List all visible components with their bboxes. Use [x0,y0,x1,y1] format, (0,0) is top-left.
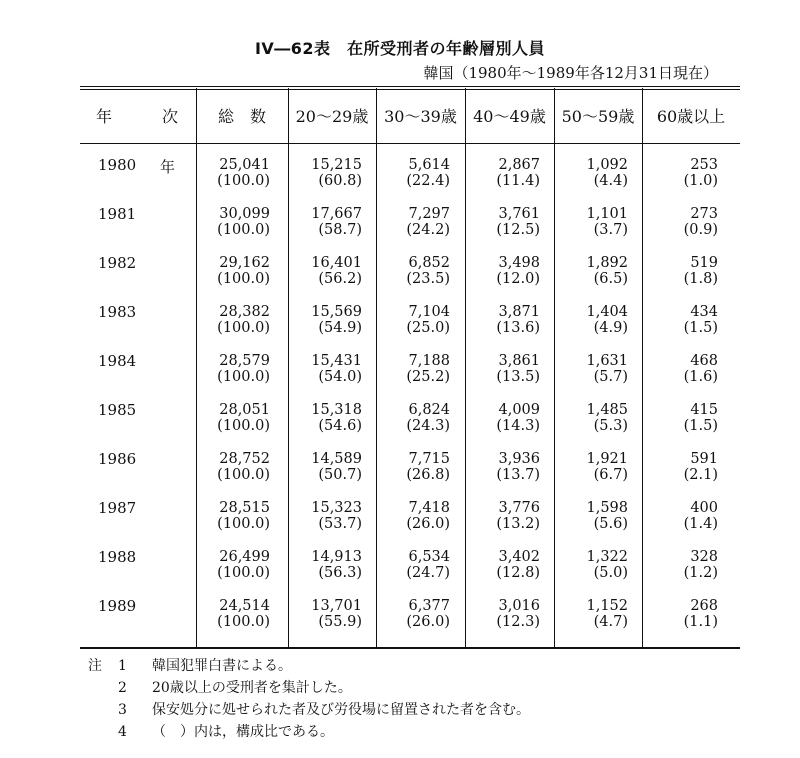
cell-total [180,451,270,483]
cell-percent: (56.2) [318,271,362,287]
cell-percent: (1.1) [683,614,718,630]
cell-count: 17,667 [311,206,362,222]
cell-age-20-29 [272,206,362,238]
cell-count: 253 [690,157,718,173]
cell-age-40-49 [450,598,540,630]
cell-count: 15,569 [311,304,362,320]
cell-count: 4,009 [498,402,540,418]
cell-count: 28,579 [219,353,270,369]
cell-count: 3,016 [498,598,540,614]
cell-percent: (4.9) [593,320,628,336]
cell-age-20-29 [272,549,362,581]
header-age-50-59: 50～59歳 [561,107,635,126]
cell-age-30-39 [360,402,450,434]
cell-percent: (1.5) [683,418,718,434]
cell-count: 29,162 [219,255,270,271]
cell-count: 3,936 [498,451,540,467]
header-rule [80,143,740,144]
cell-count: 7,418 [408,500,450,516]
cell-age-40-49 [450,500,540,532]
cell-percent: (12.5) [496,222,540,238]
cell-count: 1,598 [586,500,628,516]
bottom-rule [80,647,740,649]
cell-percent: (14.3) [496,418,540,434]
cell-age-30-39 [360,255,450,287]
cell-age-30-39 [360,206,450,238]
cell-count: 7,297 [408,206,450,222]
cell-count: 1,322 [586,549,628,565]
cell-percent: (53.7) [318,516,362,532]
note-number: 1 [118,658,127,674]
cell-age-20-29 [272,157,362,189]
cell-age-50-59 [538,206,628,238]
cell-percent: (1.5) [683,320,718,336]
cell-percent: (5.0) [593,565,628,581]
header-age-60-plus: 60歳以上 [656,107,726,126]
cell-age-40-49 [450,353,540,385]
cell-percent: (100.0) [217,369,270,385]
cell-percent: (1.2) [683,565,718,581]
cell-percent: (24.3) [406,418,450,434]
cell-count: 6,824 [408,402,450,418]
cell-age-40-49 [450,206,540,238]
cell-count: 1,152 [586,598,628,614]
cell-percent: (13.7) [496,467,540,483]
cell-percent: (100.0) [217,565,270,581]
cell-count: 26,499 [219,549,270,565]
cell-count: 15,318 [311,402,362,418]
cell-age-60-plus [628,304,718,336]
cell-percent: (100.0) [217,320,270,336]
cell-age-60-plus [628,206,718,238]
cell-percent: (56.3) [318,565,362,581]
cell-count: 6,852 [408,255,450,271]
cell-age-50-59 [538,598,628,630]
cell-percent: (1.8) [683,271,718,287]
cell-age-30-39 [360,598,450,630]
table-subtitle: 韓国（1980年～1989年各12月31日現在） [423,64,718,82]
row-year: 1981 [98,205,137,223]
cell-age-50-59 [538,549,628,581]
cell-count: 1,485 [586,402,628,418]
cell-total [180,500,270,532]
cell-count: 16,401 [311,255,362,271]
cell-age-30-39 [360,157,450,189]
cell-percent: (26.0) [406,614,450,630]
row-year: 1983 [98,303,137,321]
cell-count: 7,104 [408,304,450,320]
cell-total [180,255,270,287]
cell-count: 13,701 [311,598,362,614]
year-suffix: 年 [160,158,176,176]
cell-count: 1,921 [586,451,628,467]
cell-count: 519 [690,255,718,271]
cell-age-60-plus [628,255,718,287]
row-year: 1986 [98,450,137,468]
header-age-40-49: 40～49歳 [473,107,546,126]
cell-percent: (100.0) [217,418,270,434]
cell-count: 6,377 [408,598,450,614]
cell-percent: (26.8) [406,467,450,483]
note-item [88,655,530,677]
cell-age-40-49 [450,451,540,483]
cell-age-30-39 [360,304,450,336]
cell-count: 591 [690,451,718,467]
cell-age-30-39 [360,353,450,385]
note-text: （ ）内は，構成比である。 [152,724,334,740]
cell-percent: (13.2) [496,516,540,532]
cell-percent: (1.0) [683,173,718,189]
cell-count: 28,515 [219,500,270,516]
cell-percent: (1.6) [683,369,718,385]
cell-percent: (100.0) [217,516,270,532]
cell-count: 14,913 [311,549,362,565]
cell-percent: (23.5) [406,271,450,287]
header-total: 総 数 [217,107,266,126]
cell-percent: (5.3) [593,418,628,434]
note-number: 2 [118,680,127,696]
cell-percent: (24.2) [406,222,450,238]
cell-percent: (54.6) [318,418,362,434]
cell-count: 15,431 [311,353,362,369]
cell-age-40-49 [450,157,540,189]
cell-percent: (24.7) [406,565,450,581]
cell-count: 268 [690,598,718,614]
cell-percent: (100.0) [217,173,270,189]
cell-total [180,549,270,581]
cell-percent: (0.9) [683,222,718,238]
cell-percent: (50.7) [318,467,362,483]
cell-age-50-59 [538,157,628,189]
cell-count: 3,761 [498,206,540,222]
cell-percent: (1.4) [683,516,718,532]
row-year: 1984 [98,352,137,370]
cell-percent: (12.8) [496,565,540,581]
cell-percent: (55.9) [318,614,362,630]
note-item [88,677,530,699]
cell-percent: (26.0) [406,516,450,532]
cell-count: 468 [690,353,718,369]
row-year: 1988 [98,548,137,566]
note-text: 20歳以上の受刑者を集計した。 [152,680,352,696]
note-number: 4 [118,724,127,740]
cell-age-30-39 [360,500,450,532]
cell-count: 273 [690,206,718,222]
cell-count: 434 [690,304,718,320]
top-double-rule-1 [80,86,740,87]
cell-percent: (25.0) [406,320,450,336]
cell-age-60-plus [628,353,718,385]
cell-age-40-49 [450,255,540,287]
cell-percent: (54.9) [318,320,362,336]
cell-age-50-59 [538,402,628,434]
cell-age-60-plus [628,451,718,483]
cell-age-60-plus [628,500,718,532]
row-year: 1987 [98,499,137,517]
cell-percent: (12.0) [496,271,540,287]
cell-count: 2,867 [498,157,540,173]
cell-count: 15,323 [311,500,362,516]
cell-age-20-29 [272,255,362,287]
cell-age-20-29 [272,598,362,630]
cell-count: 1,631 [586,353,628,369]
cell-count: 400 [690,500,718,516]
cell-age-50-59 [538,451,628,483]
cell-percent: (12.3) [496,614,540,630]
cell-age-50-59 [538,500,628,532]
header-age-30-39: 30～39歳 [384,107,457,126]
cell-percent: (11.4) [496,173,540,189]
notes-label: 注 [88,658,102,674]
header-ji: 次 [161,107,178,126]
cell-count: 328 [690,549,718,565]
cell-age-60-plus [628,598,718,630]
cell-age-60-plus [628,402,718,434]
cell-percent: (6.5) [593,271,628,287]
cell-percent: (13.5) [496,369,540,385]
cell-count: 14,589 [311,451,362,467]
cell-age-20-29 [272,402,362,434]
note-item [88,699,530,721]
top-double-rule-2 [80,89,740,90]
cell-age-20-29 [272,353,362,385]
notes [88,655,530,743]
cell-count: 1,404 [586,304,628,320]
cell-percent: (100.0) [217,467,270,483]
cell-age-20-29 [272,451,362,483]
note-item [88,721,530,743]
cell-count: 28,051 [219,402,270,418]
cell-total [180,206,270,238]
cell-count: 28,752 [219,451,270,467]
cell-count: 1,092 [586,157,628,173]
cell-age-40-49 [450,304,540,336]
cell-count: 415 [690,402,718,418]
cell-age-30-39 [360,451,450,483]
cell-percent: (58.7) [318,222,362,238]
cell-count: 3,402 [498,549,540,565]
cell-percent: (60.8) [318,173,362,189]
cell-age-40-49 [450,549,540,581]
cell-percent: (5.6) [593,516,628,532]
cell-count: 5,614 [408,157,450,173]
row-year: 1980 [98,156,137,174]
table-title: IV―62表 在所受刑者の年齢層別人員 [254,39,546,58]
cell-total [180,402,270,434]
cell-percent: (5.7) [593,369,628,385]
row-year: 1985 [98,401,137,419]
cell-age-50-59 [538,304,628,336]
cell-count: 7,188 [408,353,450,369]
cell-percent: (3.7) [593,222,628,238]
cell-percent: (100.0) [217,271,270,287]
cell-percent: (25.2) [406,369,450,385]
cell-percent: (54.0) [318,369,362,385]
cell-percent: (100.0) [217,614,270,630]
cell-count: 3,498 [498,255,540,271]
cell-count: 15,215 [311,157,362,173]
cell-age-40-49 [450,402,540,434]
cell-count: 24,514 [219,598,270,614]
cell-total [180,353,270,385]
cell-age-60-plus [628,157,718,189]
cell-count: 3,871 [498,304,540,320]
cell-age-60-plus [628,549,718,581]
cell-percent: (100.0) [217,222,270,238]
header-year: 年 [95,107,112,126]
cell-count: 3,776 [498,500,540,516]
cell-age-20-29 [272,500,362,532]
cell-percent: (6.7) [593,467,628,483]
row-year: 1989 [98,597,137,615]
header-age-20-29: 20～29歳 [295,107,369,126]
cell-percent: (22.4) [406,173,450,189]
cell-age-50-59 [538,353,628,385]
note-text: 保安処分に処せられた者及び労役場に留置された者を含む。 [152,702,530,718]
cell-total [180,157,270,189]
cell-count: 7,715 [408,451,450,467]
cell-count: 1,892 [586,255,628,271]
cell-percent: (2.1) [683,467,718,483]
note-number: 3 [118,702,127,718]
row-year: 1982 [98,254,137,272]
cell-count: 28,382 [219,304,270,320]
cell-percent: (4.7) [593,614,628,630]
cell-age-20-29 [272,304,362,336]
cell-total [180,598,270,630]
cell-count: 3,861 [498,353,540,369]
cell-total [180,304,270,336]
cell-percent: (13.6) [496,320,540,336]
cell-count: 25,041 [219,157,270,173]
cell-age-50-59 [538,255,628,287]
note-text: 韓国犯罪白書による。 [152,658,292,674]
cell-count: 1,101 [586,206,628,222]
cell-age-30-39 [360,549,450,581]
cell-count: 6,534 [408,549,450,565]
cell-percent: (4.4) [593,173,628,189]
cell-count: 30,099 [219,206,270,222]
